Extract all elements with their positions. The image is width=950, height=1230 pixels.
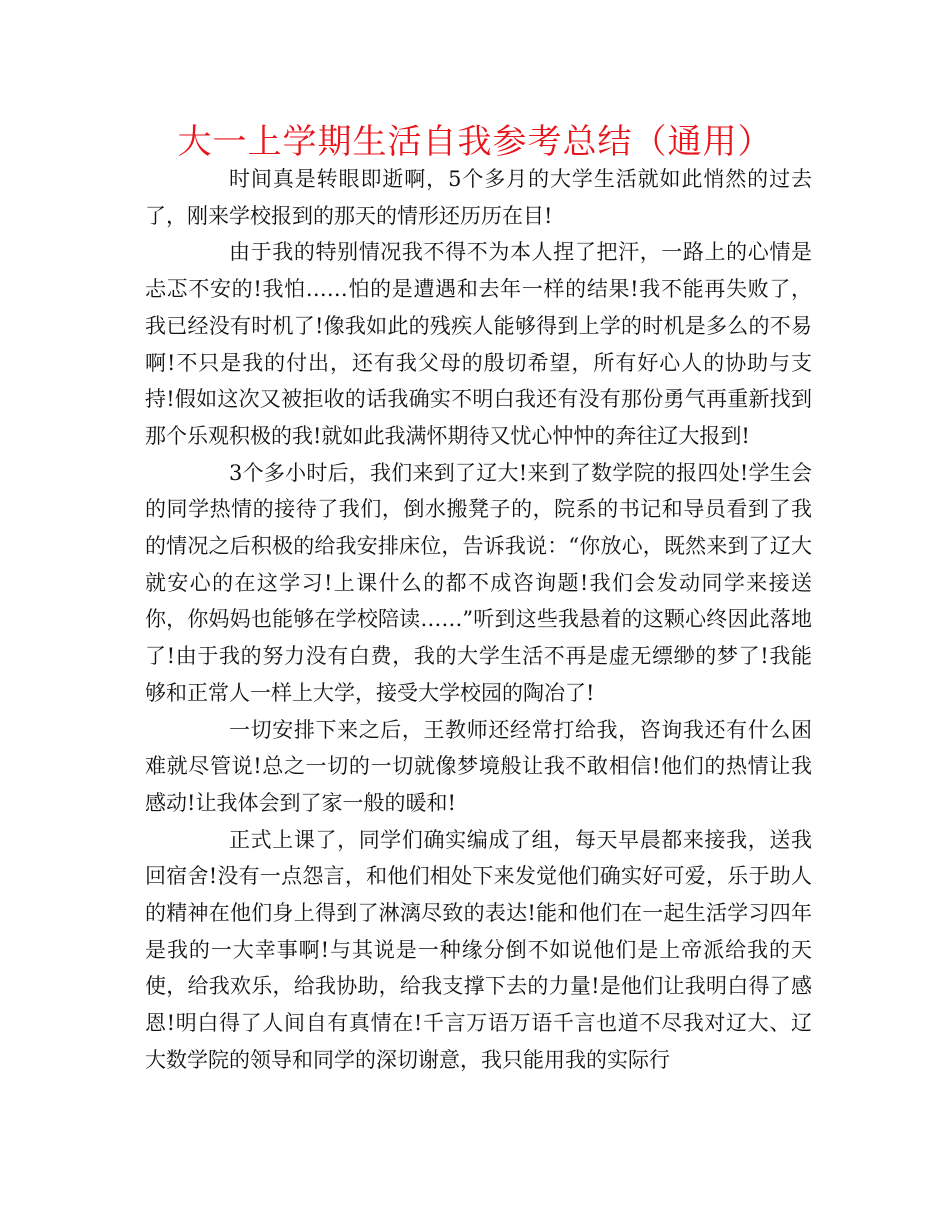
paragraph-5: 正式上课了，同学们确实编成了组，每天早晨都来接我，送我回宿舍!没有一点怨言，和他们相处下来发觉他们确实好可爱，乐于助人的精神在他们身上得到了淋漓尽致的表达!能和他们在一起生活学习四年是我的一大幸事啊!与其说是一种缘分倒不如说他们是上帝派给我的天使，给我欢乐，给我协助，给我支撑下去的力量!是他们让我明白得了感恩!明白得了人间自有真情在!千言万语万语千言也道不尽我对辽大、辽大数学院的领导和同学的深切谢意，我只能用我的实际行 [145, 827, 812, 1072]
paragraph-3: 3个多小时后，我们来到了辽大!来到了数学院的报四处!学生会的同学热情的接待了我们，倒水搬凳子的，院系的书记和导员看到了我的情况之后积极的给我安排床位，告诉我说：“你放心，既然来到了辽大就安心的在这学习!上课什么的都不成咨询题!我们会发动同学来接送你，你妈妈也能够在学校陪读……”听到这些我悬着的这颗心终因此落地了!由于我的努力没有白费，我的大学生活不再是虚无缥缈的梦了!我能够和正常人一样上大学，接受大学校园的陶冶了! [145, 460, 812, 705]
paragraph-1: 时间真是转眼即逝啊，5个多月的大学生活就如此悄然的过去了，刚来学校报到的那天的情形还历历在目! [145, 167, 812, 228]
paragraph-4: 一切安排下来之后，王教师还经常打给我，咨询我还有什么困难就尽管说!总之一切的一切就像梦境般让我不敢相信!他们的热情让我感动!让我体会到了家一般的暖和! [145, 717, 812, 815]
document-title: 大一上学期生活自我参考总结（通用） [177, 122, 773, 162]
paragraph-2: 由于我的特别情况我不得不为本人捏了把汗，一路上的心情是忐忑不安的!我怕……怕的是遭遇和去年一样的结果!我不能再失败了，我已经没有时机了!像我如此的残疾人能够得到上学的时机是多么的不易啊!不只是我的付出，还有我父母的殷切希望，所有好心人的协助与支持!假如这次又被拒收的话我确实不明白我还有没有那份勇气再重新找到那个乐观积极的我!就如此我满怀期待又忧心忡忡的奔往辽大报到! [145, 240, 812, 448]
document-body [145, 161, 812, 1079]
